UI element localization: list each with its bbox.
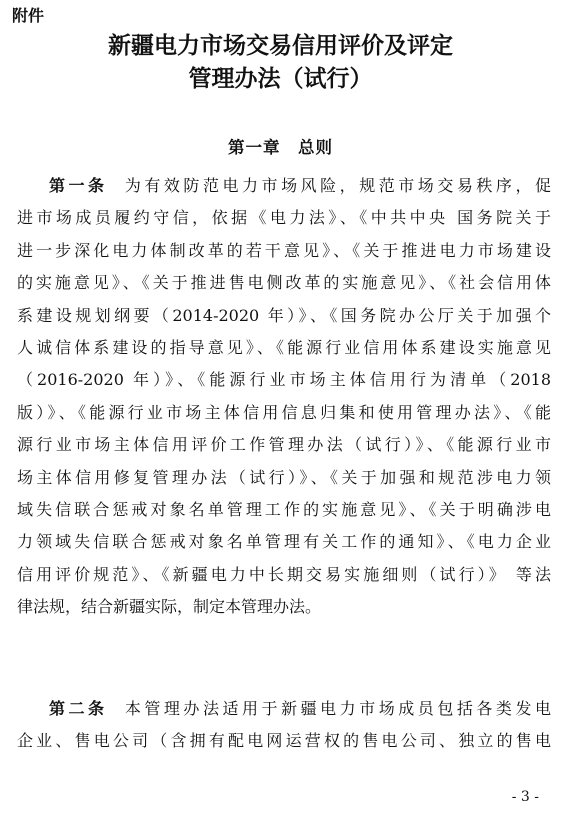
article-2 — [17, 693, 551, 758]
article-1-line-1 — [17, 170, 551, 202]
article-1-line-8: 版）》、《能源行业市场主体信用信息归集和使用管理办法》、《能 — [17, 402, 551, 422]
attachment-label: 附件 — [12, 6, 45, 25]
title-line-2: 管理办法（试行） — [188, 66, 373, 92]
article-1-line-10: 场主体信用修复管理办法（试行）》、《关于加强和规范涉电力领 — [17, 467, 551, 487]
article-1-line-11: 域失信联合惩戒对象名单管理工作的实施意见》、《关于明确涉电 — [17, 500, 551, 520]
article-1-line-14: 律法规，结合新疆实际，制定本管理办法。 — [17, 597, 322, 617]
article-1-line-3: 进一步深化电力体制改革的若干意见》、《关于推进电力市场建设 — [17, 240, 551, 260]
article-1-line-12: 力领域失信联合惩戒对象名单管理有关工作的通知》、《电力企业 — [17, 532, 551, 552]
page-number: - 3 - — [511, 789, 539, 805]
article-1-line-4: 的实施意见》、《关于推进售电侧改革的实施意见》、《社会信用体 — [17, 273, 551, 293]
article-1-line-6: 人诚信体系建设的指导意见》、《能源行业信用体系建设实施意见 — [17, 338, 551, 358]
article-1-line-13: 信用评价规范》、《新疆电力中长期交易实施细则（试行）》 等法 — [17, 564, 551, 584]
article-2-heading: 第二条 — [49, 699, 108, 718]
article-2-line-1-text: 本管理办法适用于新疆电力市场成员包括各类发电 — [124, 699, 551, 718]
article-1-line-9: 源行业市场主体信用评价工作管理办法（试行）》、《能源行业市 — [17, 435, 551, 455]
title-line-1: 新疆电力市场交易信用评价及评定 — [108, 33, 453, 59]
article-1-line-1-text: 为有效防范电力市场风险，规范市场交易秩序，促 — [124, 176, 551, 195]
article-1 — [17, 170, 551, 624]
article-2-line-2: 企业、售电公司（含拥有配电网运营权的售电公司、独立的售电 — [17, 731, 551, 751]
article-1-line-7: （2016-2020 年）》、《能源行业市场主体信用行为清单（2018 — [17, 370, 551, 390]
article-1-heading: 第一条 — [49, 176, 108, 195]
chapter-heading: 第一章 总则 — [228, 138, 333, 157]
article-2-line-1 — [17, 693, 551, 725]
article-1-line-5: 系建设规划纲要（2014-2020 年）》、《国务院办公厅关于加强个 — [17, 305, 551, 325]
document-title — [0, 30, 561, 96]
article-1-line-2: 进市场成员履约守信，依据《电力法》、《中共中央 国务院关于 — [17, 208, 551, 228]
